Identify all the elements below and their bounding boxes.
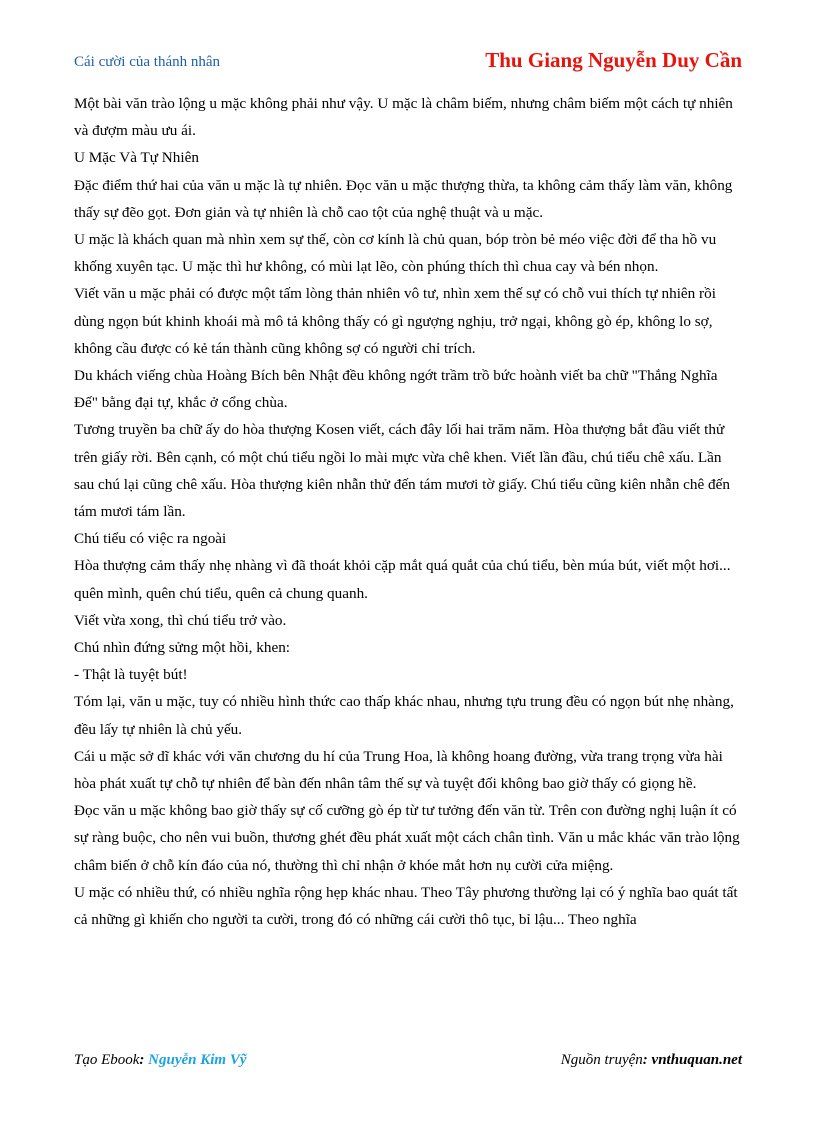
section-heading: U Mặc Và Tự Nhiên xyxy=(74,149,199,167)
paragraph: Du khách viếng chùa Hoàng Bích bên Nhật đều không ngớt trầm trồ bức hoành viết ba chữ "Thắng Nghĩa Đế" bằng đại tự, khắc ở cổng chùa. xyxy=(74,367,718,412)
paragraph: U mặc là khách quan mà nhìn xem sự thế, còn cơ kính là chủ quan, bóp tròn bẻ méo việc đời để tha hồ vu khống xuyên tạc. U mặc thì hư không, có mùi lạt lẽo, còn phúng thích thì chua cay và bén nhọn. xyxy=(74,231,717,276)
page-header xyxy=(74,46,742,80)
paragraph: Đọc văn u mặc không bao giờ thấy sự cố cưỡng gò ép từ tư tưởng đến văn từ. Trên con đường nghị luận ít có sự ràng buộc, cho nên vui buồn, thương ghét đều phát xuất một cách chân tình. Văn u mắc khác văn trào lộng châm biến ở chỗ kín đáo của nó, thường thì chỉ nhận ở khóe mắt hơn nụ cười cửa miệng. xyxy=(74,802,740,874)
paragraph: Viết văn u mặc phải có được một tấm lòng thản nhiên vô tư, nhìn xem thế sự có chỗ vui thích tự nhiên rồi dùng ngọn bút khinh khoái mà mô tả không thấy có gì ngượng nghịu, trở ngại, không gò ép, không lo sợ, không cầu được có kẻ tán thành cũng không sợ có người chỉ trích. xyxy=(74,285,716,357)
paragraph: Chú tiểu có việc ra ngoài xyxy=(74,530,227,548)
ebook-creator: Nguyễn Kim Vỹ xyxy=(148,1052,247,1068)
paragraph: Tóm lại, văn u mặc, tuy có nhiều hình thức cao thấp khác nhau, nhưng tựu trung đều có ngọn bút nhẹ nhàng, đều lấy tự nhiên là chủ yếu. xyxy=(74,693,734,738)
paragraph: Chú nhìn đứng sửng một hồi, khen: xyxy=(74,639,291,657)
author-name: Thu Giang Nguyễn Duy Cần xyxy=(485,48,742,72)
ebook-label: Tạo Ebook xyxy=(74,1052,140,1068)
ebook-credit: Tạo Ebook: Nguyễn Kim Vỹ xyxy=(74,1052,247,1068)
paragraph: Cái u mặc sở dĩ khác với văn chương du hí của Trung Hoa, là không hoang đường, vừa trang trọng vừa hài hòa phát xuất tự chỗ tự nhiên để bàn đến nhân tâm thế sự và tuyệt đối không bao giờ thấy có giọng hề. xyxy=(74,747,723,793)
paragraph: U mặc có nhiều thứ, có nhiều nghĩa rộng hẹp khác nhau. Theo Tây phương thường lại có ý nghĩa bao quát tất cả những gì khiến cho người ta cười, trong đó có những cái cười thô tục, bỉ lậu... Theo nghĩa xyxy=(74,883,738,929)
paragraph: - Thật là tuyệt bút! xyxy=(74,666,188,684)
source-credit: Nguồn truyện: vnthuquan.net xyxy=(560,1052,742,1068)
document-body xyxy=(74,90,744,933)
paragraph: Viết vừa xong, thì chú tiểu trở vào. xyxy=(74,611,287,629)
paragraph: Một bài văn trào lộng u mặc không phải như vậy. U mặc là châm biếm, nhưng châm biếm một cách tự nhiên và đượm màu ưu ái. xyxy=(74,95,733,140)
book-title: Cái cười của thánh nhân xyxy=(74,54,221,70)
page-footer xyxy=(74,1052,742,1076)
source-site: vnthuquan.net xyxy=(651,1052,742,1068)
paragraph: Đặc điểm thứ hai của văn u mặc là tự nhiên. Đọc văn u mặc thượng thừa, ta không cảm thấy làm văn, không thấy sự đẽo gọt. Đơn giản và tự nhiên là chỗ cao tột của nghệ thuật và u mặc. xyxy=(74,176,733,221)
paragraph: Hòa thượng cảm thấy nhẹ nhàng vì đã thoát khỏi cặp mắt quá quắt của chú tiểu, bèn múa bút, viết một hơi... quên mình, quên chú tiểu, quên cả chung quanh. xyxy=(74,557,731,602)
paragraph: Tương truyền ba chữ ấy do hòa thượng Kosen viết, cách đây lối hai trăm năm. Hòa thượng bắt đầu viết thử trên giấy rời. Bên cạnh, có một chú tiểu ngồi lo mài mực vừa chê khen. Viết lần đầu, chú tiểu chê xấu. Lần sau chú lại cũng chê xấu. Hòa thượng kiên nhẫn thử đến tám mươi tờ giấy. Chú tiểu cũng kiên nhẫn chê đến tám mươi tám lần. xyxy=(74,421,730,521)
source-label: Nguồn truyện xyxy=(560,1052,643,1068)
